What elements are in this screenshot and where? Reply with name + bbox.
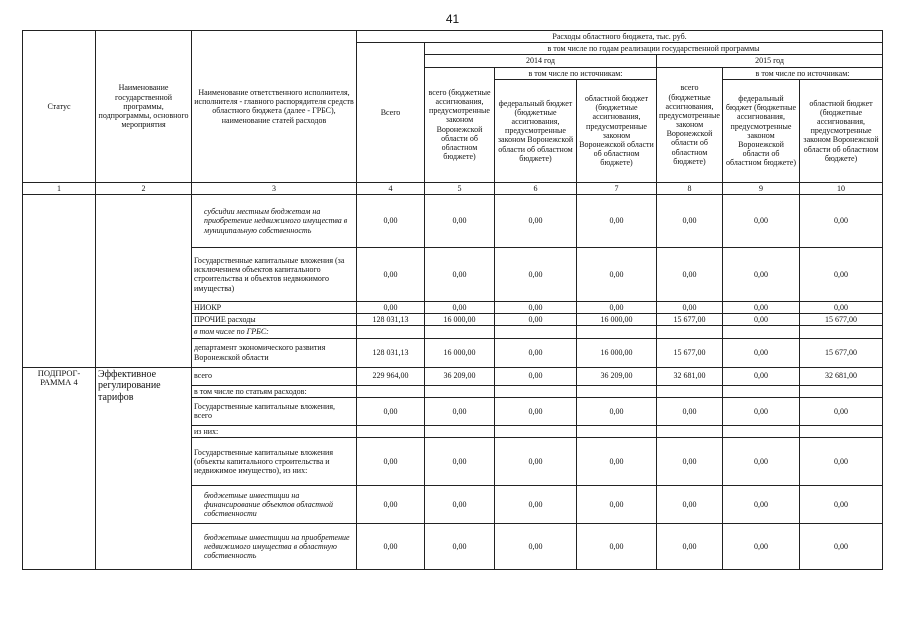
value-cell: 128 031,13 bbox=[357, 338, 425, 367]
header-2015-regional: областной бюджет (бюджетные ассигнования, предусмотренные законом Воронежской области об областном бюджете) bbox=[800, 79, 883, 182]
header-status: Статус bbox=[23, 31, 96, 183]
column-number: 3 bbox=[192, 182, 357, 194]
value-cell: 0,00 bbox=[357, 397, 425, 425]
value-cell: 0,00 bbox=[425, 397, 495, 425]
value-cell: 0,00 bbox=[425, 437, 495, 485]
header-year-2015: 2015 год bbox=[657, 55, 883, 67]
value-cell: 0,00 bbox=[425, 247, 495, 301]
row-label: департамент экономического развития Воронежской области bbox=[192, 338, 357, 367]
value-cell bbox=[577, 326, 657, 338]
subprogram-name: Эффективное регулирование тарифов bbox=[96, 367, 192, 569]
value-cell: 0,00 bbox=[723, 437, 800, 485]
value-cell: 0,00 bbox=[357, 194, 425, 247]
row-label: субсидии местным бюджетам на приобретение недвижимого имущества в муниципальную собственность bbox=[192, 194, 357, 247]
value-cell: 0,00 bbox=[723, 338, 800, 367]
table-row bbox=[23, 367, 883, 385]
header-executor: Наименование ответственного исполнителя, исполнителя - главного распорядителя средств областного бюджета (далее - ГРБС), наименование статей расходов bbox=[192, 31, 357, 183]
program-cell bbox=[96, 194, 192, 367]
value-cell: 0,00 bbox=[723, 247, 800, 301]
value-cell: 0,00 bbox=[657, 397, 723, 425]
value-cell: 15 677,00 bbox=[657, 338, 723, 367]
column-number: 6 bbox=[495, 182, 577, 194]
page-number: 41 bbox=[445, 12, 460, 26]
value-cell: 0,00 bbox=[425, 485, 495, 523]
value-cell: 0,00 bbox=[425, 194, 495, 247]
value-cell bbox=[577, 385, 657, 397]
value-cell: 0,00 bbox=[723, 314, 800, 326]
value-cell: 16 000,00 bbox=[425, 338, 495, 367]
value-cell: 0,00 bbox=[800, 301, 883, 313]
table-row bbox=[23, 194, 883, 247]
value-cell bbox=[800, 326, 883, 338]
row-label: ПРОЧИЕ расходы bbox=[192, 314, 357, 326]
value-cell: 0,00 bbox=[495, 314, 577, 326]
header-by-years: в том числе по годам реализации государственной программы bbox=[425, 43, 883, 55]
value-cell: 0,00 bbox=[723, 523, 800, 569]
value-cell: 0,00 bbox=[800, 247, 883, 301]
header-2014-regional: областной бюджет (бюджетные ассигнования, предусмотренные законом Воронежской области об областном бюджете) bbox=[577, 79, 657, 182]
value-cell: 0,00 bbox=[357, 485, 425, 523]
value-cell bbox=[723, 326, 800, 338]
budget-table bbox=[22, 30, 883, 570]
column-number: 8 bbox=[657, 182, 723, 194]
value-cell: 0,00 bbox=[495, 194, 577, 247]
value-cell bbox=[577, 425, 657, 437]
value-cell: 0,00 bbox=[357, 437, 425, 485]
row-label: Государственные капитальные вложения, всего bbox=[192, 397, 357, 425]
column-number: 7 bbox=[577, 182, 657, 194]
header-2014-total: всего (бюджетные ассигнования, предусмотренные законом Воронежской области об областном бюджете) bbox=[425, 67, 495, 182]
value-cell bbox=[723, 385, 800, 397]
value-cell bbox=[657, 385, 723, 397]
value-cell bbox=[657, 425, 723, 437]
value-cell: 0,00 bbox=[800, 194, 883, 247]
value-cell: 0,00 bbox=[577, 523, 657, 569]
value-cell: 0,00 bbox=[800, 485, 883, 523]
value-cell: 0,00 bbox=[723, 194, 800, 247]
column-number: 4 bbox=[357, 182, 425, 194]
value-cell: 0,00 bbox=[657, 523, 723, 569]
header-2015-federal: федеральный бюджет (бюджетные ассигнования, предусмотренные законом Воронежской области об областном бюджете) bbox=[723, 79, 800, 182]
value-cell: 0,00 bbox=[657, 247, 723, 301]
value-cell: 0,00 bbox=[495, 247, 577, 301]
value-cell: 0,00 bbox=[577, 247, 657, 301]
value-cell: 0,00 bbox=[723, 397, 800, 425]
value-cell: 15 677,00 bbox=[800, 314, 883, 326]
row-label: бюджетные инвестиции на приобретение недвижимого имущества в областную собственность bbox=[192, 523, 357, 569]
value-cell: 0,00 bbox=[577, 397, 657, 425]
value-cell: 15 677,00 bbox=[657, 314, 723, 326]
column-number: 9 bbox=[723, 182, 800, 194]
column-number-row bbox=[23, 182, 883, 194]
value-cell bbox=[357, 326, 425, 338]
row-label: бюджетные инвестиции на финансирование объектов областной собственности bbox=[192, 485, 357, 523]
value-cell: 0,00 bbox=[577, 301, 657, 313]
row-label: всего bbox=[192, 367, 357, 385]
value-cell: 0,00 bbox=[357, 523, 425, 569]
header-year-2014: 2014 год bbox=[425, 55, 657, 67]
value-cell: 0,00 bbox=[800, 437, 883, 485]
value-cell bbox=[425, 326, 495, 338]
value-cell bbox=[495, 385, 577, 397]
column-number: 10 bbox=[800, 182, 883, 194]
row-label: в том числе по статьям расходов: bbox=[192, 385, 357, 397]
value-cell: 0,00 bbox=[495, 485, 577, 523]
value-cell: 0,00 bbox=[800, 397, 883, 425]
value-cell bbox=[800, 385, 883, 397]
value-cell: 0,00 bbox=[425, 523, 495, 569]
value-cell: 16 000,00 bbox=[577, 314, 657, 326]
value-cell: 36 209,00 bbox=[425, 367, 495, 385]
value-cell bbox=[800, 425, 883, 437]
value-cell: 16 000,00 bbox=[425, 314, 495, 326]
value-cell: 0,00 bbox=[800, 523, 883, 569]
row-label: Государственные капитальные вложения (за исключением объектов капитального строительства и объектов недвижимого имущества) bbox=[192, 247, 357, 301]
row-label: из них: bbox=[192, 425, 357, 437]
header-2014-federal: федеральный бюджет (бюджетные ассигнования, предусмотренные законом Воронежской области об областном бюджете) bbox=[495, 79, 577, 182]
row-label: в том числе по ГРБС: bbox=[192, 326, 357, 338]
column-number: 2 bbox=[96, 182, 192, 194]
row-label: НИОКР bbox=[192, 301, 357, 313]
value-cell: 0,00 bbox=[425, 301, 495, 313]
value-cell: 32 681,00 bbox=[800, 367, 883, 385]
status-cell bbox=[23, 194, 96, 367]
value-cell: 0,00 bbox=[723, 485, 800, 523]
value-cell: 0,00 bbox=[723, 367, 800, 385]
value-cell bbox=[357, 385, 425, 397]
value-cell: 0,00 bbox=[723, 301, 800, 313]
value-cell: 0,00 bbox=[577, 437, 657, 485]
value-cell: 0,00 bbox=[495, 523, 577, 569]
value-cell: 36 209,00 bbox=[577, 367, 657, 385]
value-cell: 0,00 bbox=[495, 437, 577, 485]
value-cell: 16 000,00 bbox=[577, 338, 657, 367]
value-cell bbox=[495, 425, 577, 437]
value-cell bbox=[723, 425, 800, 437]
header-total: Всего bbox=[357, 43, 425, 183]
column-number: 1 bbox=[23, 182, 96, 194]
value-cell: 0,00 bbox=[495, 338, 577, 367]
value-cell: 0,00 bbox=[657, 437, 723, 485]
value-cell: 0,00 bbox=[495, 301, 577, 313]
header-2015-total: всего (бюджетные ассигнования, предусмотренные законом Воронежской области об областном бюджете) bbox=[657, 67, 723, 182]
header-2015-sources: в том числе по источникам: bbox=[723, 67, 883, 79]
column-number: 5 bbox=[425, 182, 495, 194]
row-label: Государственные капитальные вложения (объекты капитального строительства и недвижимое имущество), из них: bbox=[192, 437, 357, 485]
value-cell bbox=[495, 326, 577, 338]
value-cell: 0,00 bbox=[657, 301, 723, 313]
value-cell: 229 964,00 bbox=[357, 367, 425, 385]
value-cell: 32 681,00 bbox=[657, 367, 723, 385]
header-program-name: Наименование государственной программы, подпрограммы, основного мероприятия bbox=[96, 31, 192, 183]
value-cell: 0,00 bbox=[657, 194, 723, 247]
value-cell: 15 677,00 bbox=[800, 338, 883, 367]
value-cell: 0,00 bbox=[357, 301, 425, 313]
value-cell: 0,00 bbox=[495, 397, 577, 425]
value-cell: 0,00 bbox=[577, 194, 657, 247]
value-cell bbox=[357, 425, 425, 437]
value-cell bbox=[425, 385, 495, 397]
value-cell bbox=[425, 425, 495, 437]
value-cell: 0,00 bbox=[577, 485, 657, 523]
value-cell bbox=[657, 326, 723, 338]
value-cell: 0,00 bbox=[657, 485, 723, 523]
header-2014-sources: в том числе по источникам: bbox=[495, 67, 657, 79]
header-expenses-title: Расходы областного бюджета, тыс. руб. bbox=[357, 31, 883, 43]
value-cell: 0,00 bbox=[495, 367, 577, 385]
value-cell: 128 031,13 bbox=[357, 314, 425, 326]
subprogram-status: ПОДПРОГ-РАММА 4 bbox=[23, 367, 96, 569]
value-cell: 0,00 bbox=[357, 247, 425, 301]
